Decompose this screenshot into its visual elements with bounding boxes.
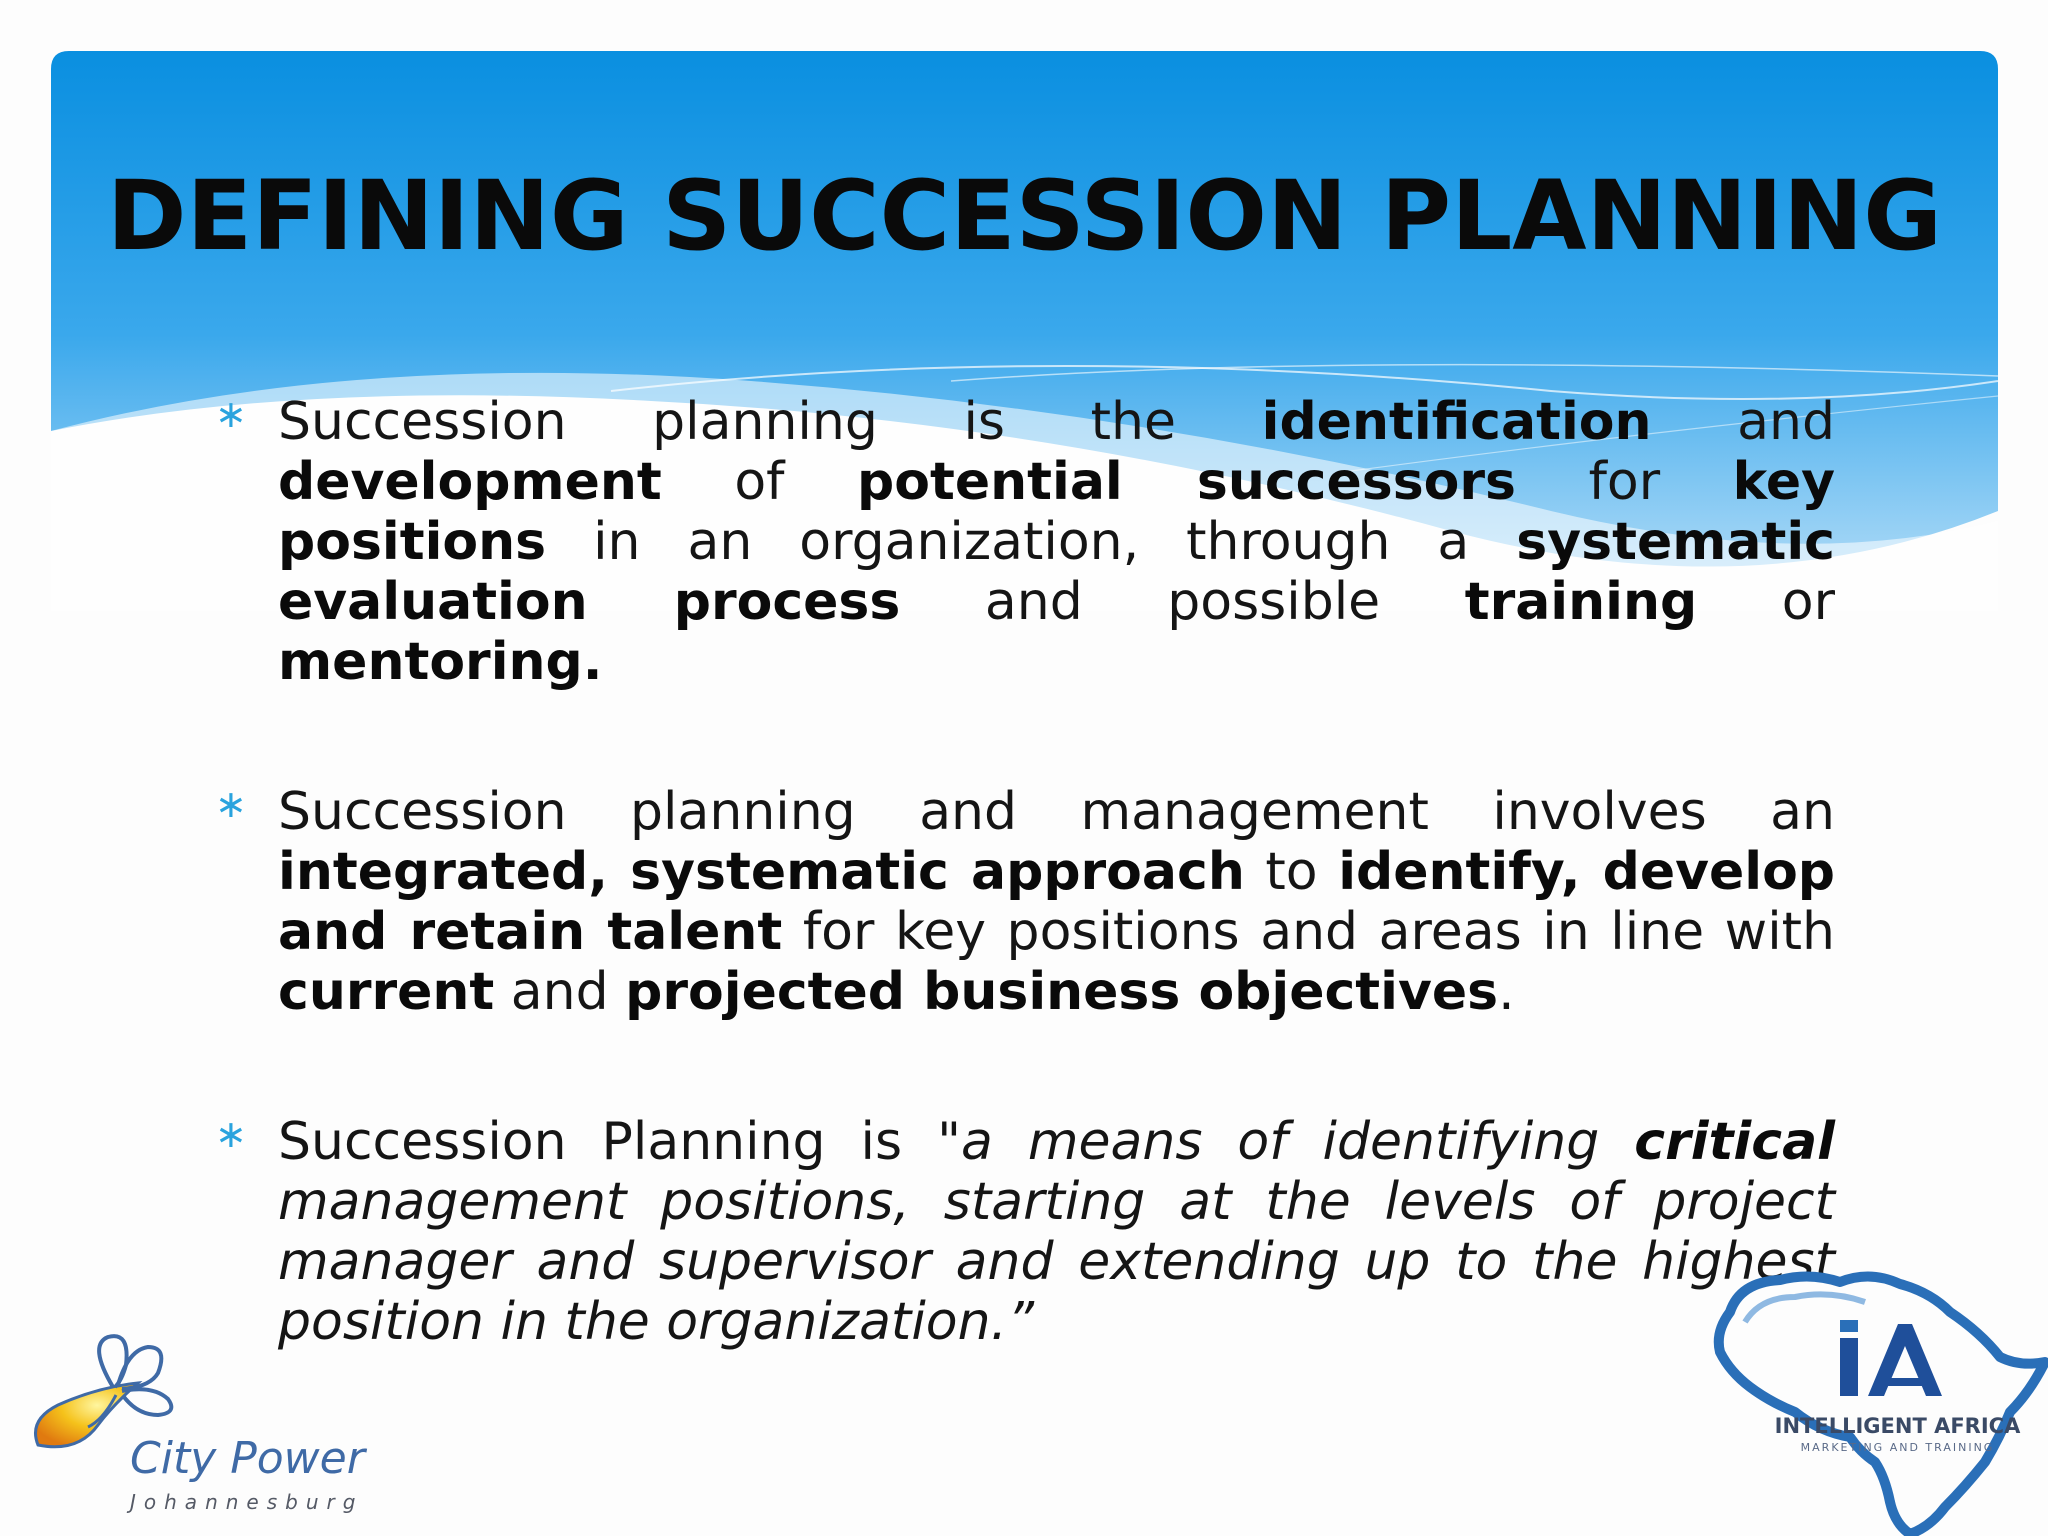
bullet-text-segment: development [278,452,662,512]
bullet-item [210,782,1835,1022]
bullet-text-segment: for [1516,452,1733,512]
slide-title: DEFINING SUCCESSION PLANNING [106,160,1943,272]
bullet-text-segment: current [278,962,495,1022]
city-power-subtitle: Johannesburg [130,1490,364,1514]
asterisk-bullet-icon: ∗ [215,392,247,436]
bullet-text-segment: identification [1261,392,1652,452]
bullet-text-segment: Succession planning is the [278,392,1262,452]
bullet-text-segment: management positions, starting at the levels of project manager and supervisor and extending up to the highest position in the organization.” [278,1172,1835,1352]
intelligent-africa-logo [1700,1262,2048,1536]
intelligent-africa-map-logo-icon [1700,1262,2048,1536]
bullet-text [278,782,1835,1022]
bullet-text-segment: for key positions and areas in line with [782,902,1835,962]
bullet-text-segment: critical [1634,1112,1835,1172]
bullet-text-segment: of [661,452,858,512]
intelligent-africa-subtitle: MARKETING AND TRAINING [1800,1441,1995,1454]
bullet-text-segment: Succession Planning is " [278,1112,961,1172]
bullet-text-segment: Succession planning and management involves an [278,782,1835,842]
city-power-logo [18,1325,398,1525]
bullet-text-segment: . [1498,962,1515,1022]
bullet-item [210,1112,1835,1352]
bullet-text-segment: systematic evaluation process [278,512,1835,632]
bullet-text-segment: and [494,962,626,1022]
bullet-text-segment: integrated, systematic approach [278,842,1245,902]
bullet-text-segment: mentoring [278,632,583,692]
bullet-text-segment: in an organization, through a [546,512,1517,572]
intelligent-africa-name: INTELLIGENT AFRICA [1774,1414,2021,1438]
bullet-text [278,392,1835,692]
bullet-text-segment: and [1651,392,1835,452]
bullet-text-segment: potential successors [857,452,1516,512]
bullet-text-segment: training [1464,572,1698,632]
bullet-text-segment: or [1697,572,1835,632]
bullet-text-segment: projected business objectives [625,962,1499,1022]
bullet-list [210,392,1835,1442]
asterisk-bullet-icon: ∗ [215,782,247,826]
bullet-text-segment: to [1244,842,1339,902]
bullet-text-segment: key positions [278,452,1836,572]
city-power-name: City Power [130,1433,365,1484]
bullet-text-segment: . [582,632,603,692]
bullet-text-segment: and possible [900,572,1465,632]
bullet-text [278,1112,1835,1352]
bullet-text-segment: a means of identifying [961,1112,1635,1172]
bullet-item [210,392,1835,692]
bullet-text-segment: identify, develop and retain talent [278,842,1836,962]
asterisk-bullet-icon: ∗ [215,1112,247,1156]
